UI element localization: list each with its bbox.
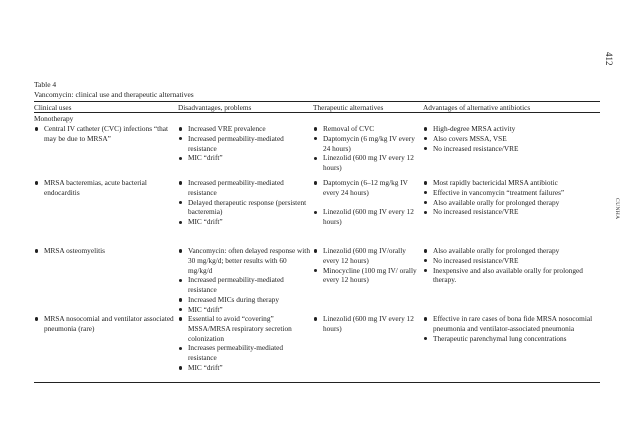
list-item: Linezolid (600 mg IV/orally every 12 hours) — [313, 246, 423, 266]
list-item: Inexpensive and also available orally for prolonged therapy. — [423, 266, 598, 286]
list-item: Increased permeability-mediated resistance — [178, 134, 310, 154]
table-row-2-use — [34, 178, 176, 198]
table-row-4-disadvantages — [178, 314, 310, 373]
list-item: MRSA nosocomial and ventilator associated pneumonia (rare) — [34, 314, 176, 334]
list-item: MIC “drift” — [178, 305, 310, 315]
table-title: Vancomycin: clinical use and therapeutic alternatives — [34, 90, 194, 99]
list-item: High-degree MRSA activity — [423, 124, 598, 134]
table-row-3-disadvantages — [178, 246, 310, 315]
list-item: No increased resistance/VRE — [423, 144, 598, 154]
list-item: Central IV catheter (CVC) infections “that may be due to MRSA” — [34, 124, 176, 144]
list-item: Delayed therapeutic response (persistent bacteremia) — [178, 198, 310, 218]
table-bottom-rule — [34, 382, 600, 383]
table-row-3-advantages — [423, 246, 598, 285]
table-row-2-alternatives — [313, 178, 423, 227]
list-item: Most rapidly bactericidal MRSA antibiotic — [423, 178, 598, 188]
table-row-1-use — [34, 124, 176, 144]
table-row-1-alternatives — [313, 124, 423, 173]
list-item: Minocycline (100 mg IV/ orally every 12 hours) — [313, 266, 423, 286]
list-item: Effective in vancomycin “treatment failures” — [423, 188, 598, 198]
list-item: Increased permeability-mediated resistance — [178, 275, 310, 295]
list-item: Also covers MSSA, VSE — [423, 134, 598, 144]
page-number: 412 — [604, 52, 614, 66]
list-item: Daptomycin (6 mg/kg IV every 24 hours) — [313, 134, 423, 154]
table-row-1-advantages — [423, 124, 598, 153]
table-row-2-advantages — [423, 178, 598, 217]
running-head: CUNHA — [614, 198, 620, 220]
list-item: Linezolid (600 mg IV every 12 hours) — [313, 153, 423, 173]
list-item: Increases permeability-mediated resistance — [178, 343, 310, 363]
header-clinical-uses: Clinical uses — [34, 103, 72, 112]
table-row-3-alternatives — [313, 246, 423, 285]
list-item: Increased VRE prevalence — [178, 124, 310, 134]
list-item: Linezolid (600 mg IV every 12 hours) — [313, 207, 423, 227]
header-disadvantages: Disadvantages, problems — [178, 103, 252, 112]
list-item: Increased MICs during therapy — [178, 295, 310, 305]
list-item: No increased resistance/VRE — [423, 256, 598, 266]
list-item: Essential to avoid “covering” MSSA/MRSA respiratory secretion colonization — [178, 314, 310, 343]
list-item: Removal of CVC — [313, 124, 423, 134]
table-row-4-alternatives — [313, 314, 423, 334]
table-top-rule — [34, 101, 600, 102]
list-item: Linezolid (600 mg IV every 12 hours) — [313, 314, 423, 334]
header-advantages: Advantages of alternative antibiotics — [423, 103, 531, 112]
section-label: Monotherapy — [34, 114, 74, 123]
list-item: Therapeutic parenchymal lung concentrations — [423, 334, 598, 344]
table-row-1-disadvantages — [178, 124, 310, 163]
list-item: MIC “drift” — [178, 153, 310, 163]
list-item: MIC “drift” — [178, 217, 310, 227]
table-row-3-use — [34, 246, 176, 256]
list-item: No increased resistance/VRE — [423, 207, 598, 217]
list-item: MIC “drift” — [178, 363, 310, 373]
table-row-2-disadvantages — [178, 178, 310, 227]
table-row-4-use — [34, 314, 176, 334]
list-item: MRSA bacteremias, acute bacterial endocarditis — [34, 178, 176, 198]
list-item: Also available orally for prolonged therapy — [423, 198, 598, 208]
list-item: Also available orally for prolonged therapy — [423, 246, 598, 256]
list-item: Daptomycin (6–12 mg/kg IV every 24 hours) — [313, 178, 423, 198]
table-row-4-advantages — [423, 314, 598, 343]
table-header-rule — [34, 112, 600, 113]
list-item: Increased permeability-mediated resistance — [178, 178, 310, 198]
list-item: Effective in rare cases of bona fide MRSA nosocomial pneumonia and ventilator-associated pneumonia — [423, 314, 598, 334]
table-caption — [34, 80, 194, 100]
table-label: Table 4 — [34, 80, 57, 89]
list-item: MRSA osteomyelitis — [34, 246, 176, 256]
list-item: Vancomycin: often delayed response with 30 mg/kg/d; better results with 60 mg/kg/d — [178, 246, 310, 275]
header-alternatives: Therapeutic alternatives — [313, 103, 384, 112]
